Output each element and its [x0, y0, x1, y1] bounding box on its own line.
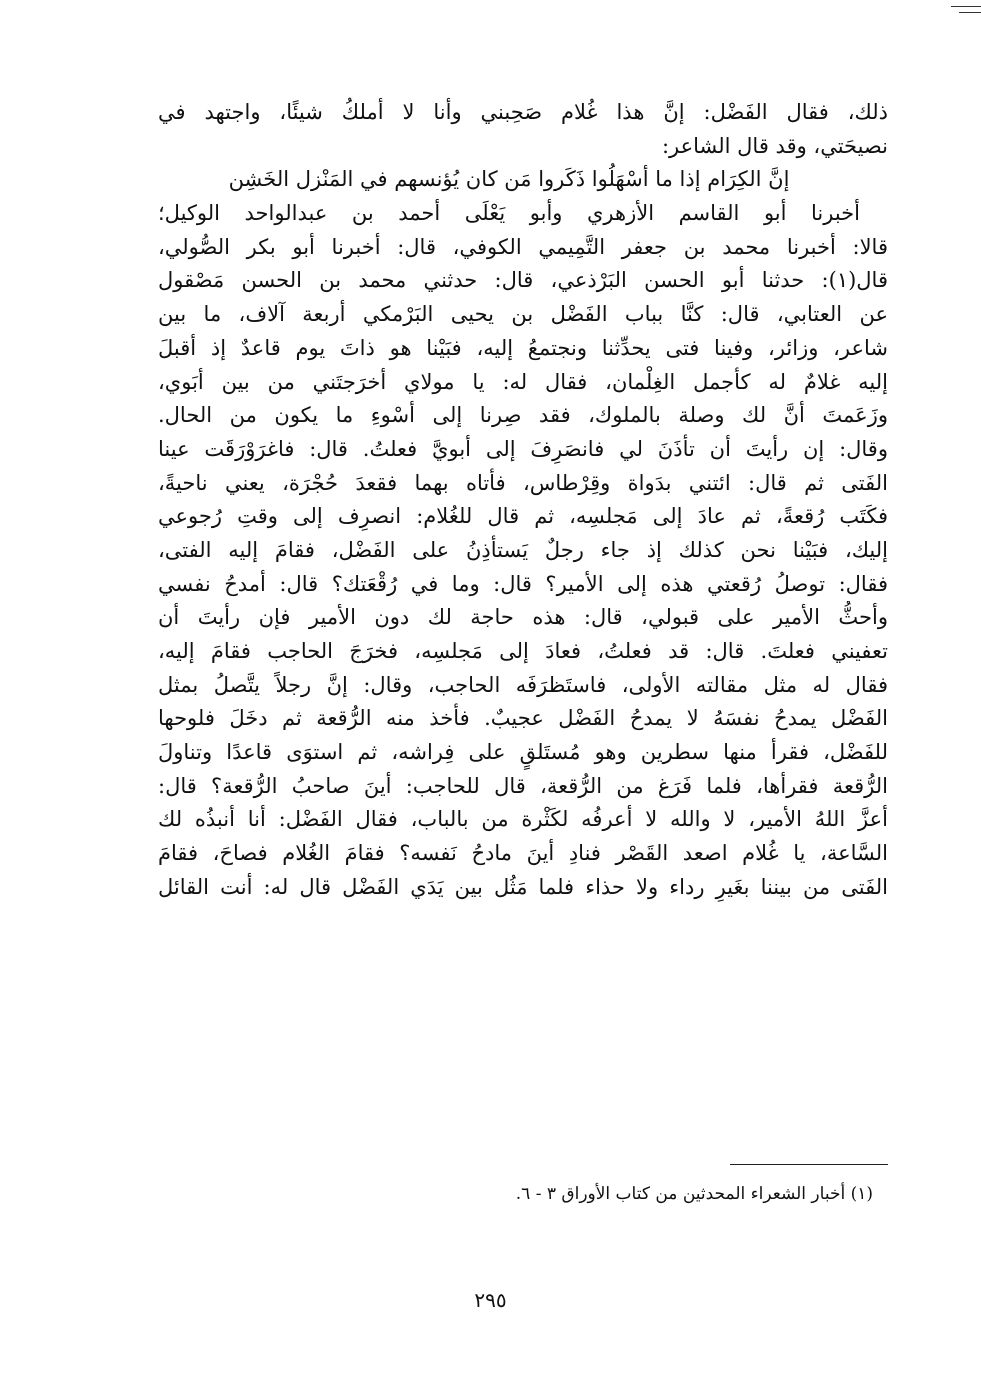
text-line: الفَتى ثم قال: ائتني بدَواة وقِرْطاس، فأتاه بهما فقعدَ حُجْرَة، يعني ناحيةً،	[158, 470, 888, 495]
text-line: أخبرنا أبو القاسم الأزهري وأبو يَعْلَى أحمد بن عبدالواحد الوكيل؛	[158, 201, 860, 226]
verse-line: إنَّ الكِرَام إذا ما أسْهَلُوا ذَكَروا مَن كان يُؤنسهم في المَنْزل الخَشِن	[228, 167, 790, 192]
corner-mark	[959, 12, 981, 13]
text-line: ذلك، فقال الفَضْل: إنَّ هذا غُلام صَحِبني وأنا لا أملكُ شيئًا، واجتهد في	[158, 100, 888, 124]
text-line: للفَضْل، فقرأ منها سطرين وهو مُستَلقٍ على فِراشه، ثم استوَى قاعدًا وتناولَ	[158, 740, 888, 765]
text-line: الفَضْل يمدحُ نفسَهُ لا يمدحُ الفَضْل عجيبٌ. فأخذ منه الرُّقعة ثم دخَلَ فلوحها	[158, 706, 888, 731]
text-line: أعزَّ اللهُ الأمير، لا والله لا أعرفُه لكَثْرة من بالباب، فقال الفَضْل: أنا أنبذُه لك	[158, 807, 888, 832]
text-line: الفَتى من بيننا بغَيرِ رداء ولا حذاء فلما مَثُل بين يَدَي الفَضْل قال له: أنت القائل	[158, 874, 888, 899]
text-line: الرُّقعة فقرأها، فلما فَرَغ من الرُّقعة، قال للحاجب: أينَ صاحبُ الرُّقعة؟ قال:	[158, 773, 888, 798]
text-line: قالا: أخبرنا محمد بن جعفر التَّمِيمي الكوفي، قال: أخبرنا أبو بكر الصُّولي،	[158, 234, 888, 259]
text-line: وأحثُّ الأمير على قبولي، قال: هذه حاجة لك دون الأمير فإن رأيتَ أن	[158, 605, 888, 630]
text-line: إليه غلامٌ له كأجمل الغِلْمان، فقال له: يا مولاي أخرَجتَني من بين أبَوي،	[158, 369, 888, 394]
text-line: نصيحَتي، وقد قال الشاعر:	[661, 133, 888, 158]
text-line: عن العتابي، قال: كنَّا بباب الفَضْل بن يحيى البَرْمكي أربعة آلاف، ما بين	[158, 302, 888, 327]
footnote: (١) أخبار الشعراء المحدثين من كتاب الأوراق ٣ - ٦.	[515, 1184, 873, 1204]
text-line: إليك، فبَيْنا نحن كذلك إذ جاء رجلٌ يَستأذِنُ على الفَضْل، فقامَ إليه الفتى،	[158, 537, 888, 562]
corner-mark	[951, 6, 981, 7]
text-line: وقال: إن رأيتَ أن تأذَنَ لي فانصَرِفَ إلى أبويَّ فعلتُ. قال: فاغرَوْرَقَت عينا	[158, 436, 888, 461]
text-line: فقال له مثل مقالته الأولى، فاستَظرَفَه الحاجب، وقال: إنَّ رجلاً يتَّصلُ بمثل	[158, 672, 888, 697]
text-line: فكَتَب رُقعةً، ثم عادَ إلى مَجلسِه، ثم قال للغُلام: انصرِف إلى وقتِ رُجوعي	[158, 504, 888, 529]
text-line: فقال: توصلُ رُقعتي هذه إلى الأمير؟ قال: وما في رُقْعَتك؟ قال: أمدحُ نفسي	[158, 571, 888, 596]
text-line: تعفيني فعلتَ. قال: قد فعلتُ، فعادَ إلى مَجلسِه، فخرَجَ الحاجب فقامَ إليه،	[158, 639, 888, 663]
text-line: قال(١): حدثنا أبو الحسن البَرْذعي، قال: حدثني محمد بن الحسن مَصْقول	[158, 268, 888, 293]
text-line: السَّاعة، يا غُلام اصعد القَصْر فنادِ أينَ مادحُ نَفسه؟ فقامَ الغُلام فصاحَ، فقامَ	[158, 841, 888, 866]
body-text	[158, 96, 888, 905]
text-line: شاعر، وزائر، وفينا فتى يحدِّثنا ونجتمعُ إليه، فبَيْنا هو ذاتَ يوم قاعدٌ إذ أقبلَ	[158, 335, 888, 360]
text-line: وزَعَمتَ أنَّ لك وصلة بالملوك، فقد صِرنا إلى أسْوءِ ما يكون من الحال.	[158, 403, 888, 428]
page-number: ٢٩٥	[474, 1288, 507, 1312]
footnote-separator	[730, 1164, 888, 1165]
